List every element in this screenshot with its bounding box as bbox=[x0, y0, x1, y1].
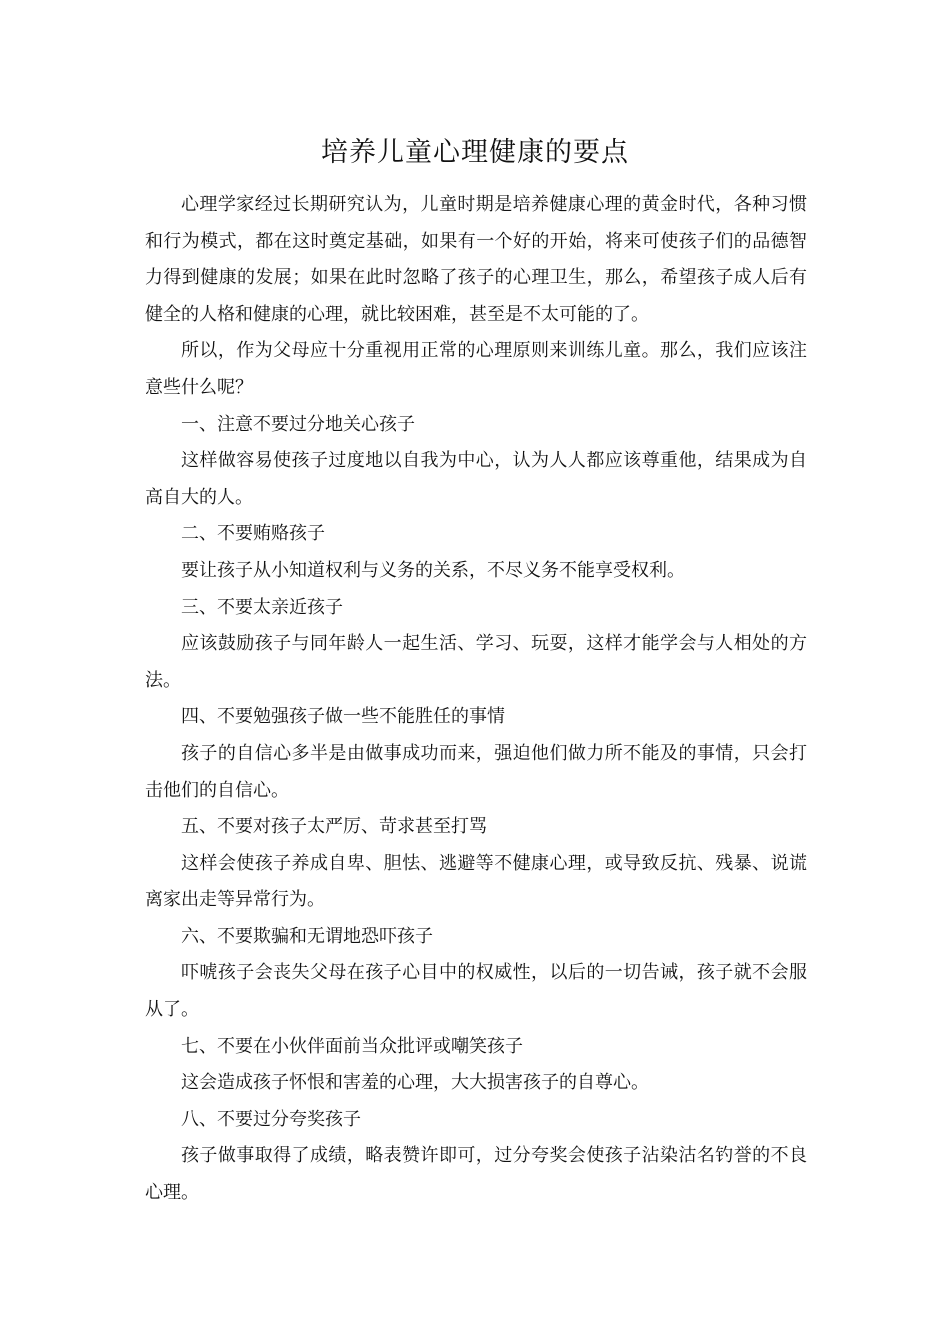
point-heading-8: 八、不要过分夸奖孩子 bbox=[181, 1108, 361, 1130]
point-heading-1: 一、注意不要过分地关心孩子 bbox=[181, 413, 415, 435]
document-title: 培养儿童心理健康的要点 bbox=[321, 137, 629, 168]
point-heading-3: 三、不要太亲近孩子 bbox=[181, 596, 343, 618]
paragraph-intro: 心理学家经过长期研究认为，儿童时期是培养健康心理的黄金时代，各种习惯和行为模式，都在这时奠定基础，如果有一个好的开始，将来可使孩子们的品德智力得到健康的发展；如果在此时忽略了孩子的心理卫生，那么，希望孩子成人后有健全的人格和健康的心理，就比较困难，甚至是不太可能的了。 bbox=[145, 194, 807, 325]
point-heading-7: 七、不要在小伙伴面前当众批评或嘲笑孩子 bbox=[181, 1035, 523, 1057]
paragraph-question: 所以，作为父母应十分重视用正常的心理原则来训练儿童。那么，我们应该注意些什么呢？ bbox=[145, 340, 807, 398]
point-body-5: 这样会使孩子养成自卑、胆怯、逃避等不健康心理，或导致反抗、残暴、说谎离家出走等异常行为。 bbox=[145, 852, 807, 911]
point-body-2: 要让孩子从小知道权利与义务的关系，不尽义务不能享受权利。 bbox=[181, 559, 685, 581]
point-heading-5: 五、不要对孩子太严厉、苛求甚至打骂 bbox=[181, 816, 487, 838]
document-body bbox=[145, 187, 807, 1212]
point-heading-4: 四、不要勉强孩子做一些不能胜任的事情 bbox=[181, 706, 505, 728]
point-body-3: 应该鼓励孩子与同年龄人一起生活、学习、玩耍，这样才能学会与人相处的方法。 bbox=[145, 633, 807, 691]
point-body-1: 这样做容易使孩子过度地以自我为中心，认为人人都应该尊重他，结果成为自高自大的人。 bbox=[145, 450, 807, 508]
point-body-6: 吓唬孩子会丧失父母在孩子心目中的权威性，以后的一切告诫，孩子就不会服从了。 bbox=[145, 962, 807, 1021]
point-heading-2: 二、不要贿赂孩子 bbox=[181, 523, 325, 545]
point-body-8: 孩子做事取得了成绩，略表赞许即可，过分夸奖会使孩子沾染沽名钓誉的不良心理。 bbox=[145, 1145, 807, 1204]
point-body-4: 孩子的自信心多半是由做事成功而来，强迫他们做力所不能及的事情，只会打击他们的自信心。 bbox=[145, 742, 807, 801]
point-body-7: 这会造成孩子怀恨和害羞的心理，大大损害孩子的自尊心。 bbox=[181, 1072, 649, 1094]
point-heading-6: 六、不要欺骗和无谓地恐吓孩子 bbox=[181, 925, 433, 947]
